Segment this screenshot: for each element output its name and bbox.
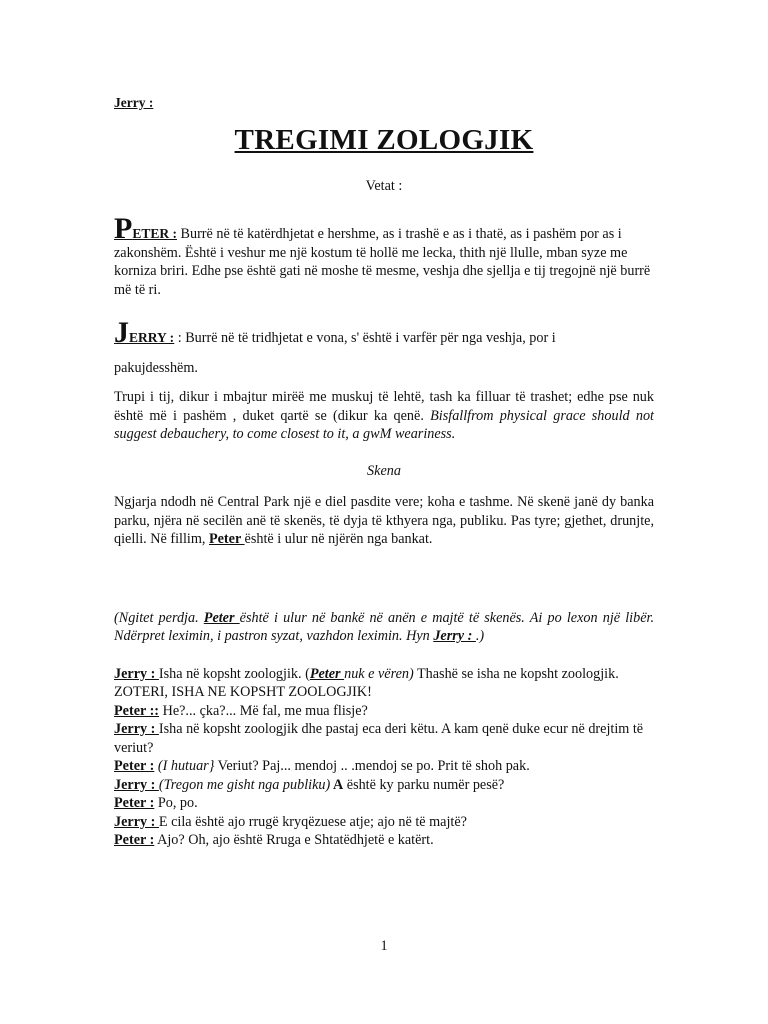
jerry-body-italic: Bisfallfrom physical grace should not suggest debauchery, to come closest to it, a gwM weariness. — [114, 407, 654, 442]
jerry-dropcap: J — [114, 316, 129, 349]
setting-text-b: është i ulur në njërën nga bankat. — [244, 531, 433, 547]
speaker-peter: Peter : — [114, 832, 155, 848]
line-stage: (Tregon me gisht nga publiku) — [158, 776, 331, 793]
line-rest: Thashë se isha ne kopsht zoologjik. — [413, 665, 619, 682]
line-text: Ajo? Oh, ajo është Rruga e Shtatëdhjetë e katërt. — [154, 832, 434, 848]
page-number: 1 — [380, 938, 388, 954]
line-text: është ky parku numër pesë? — [343, 776, 505, 793]
dialogue-line — [114, 813, 654, 832]
speaker-peter: Peter : — [114, 795, 155, 811]
speaker-jerry: Jerry : — [114, 721, 159, 737]
line-text: He?... çka?... Më fal, me mua flisje? — [159, 702, 368, 719]
line-bold: A — [330, 776, 344, 793]
dialogue-line — [114, 720, 654, 757]
speaker-jerry: Jerry : — [114, 813, 159, 830]
jerry-description — [114, 316, 654, 349]
jerry-text-1: : Burrë në të tridhjetat e vona, s' është i varfër për nga veshja, por i — [174, 330, 556, 346]
dialogue-line — [114, 757, 654, 776]
page-content — [114, 94, 654, 850]
line-stage: (I hutuar} — [154, 758, 215, 774]
dialogue-line — [114, 702, 654, 721]
setting-peter-name: Peter — [208, 531, 245, 547]
speaker-jerry: Jerry : — [114, 776, 159, 793]
speaker-peter: Peter : — [114, 758, 155, 774]
speaker-jerry: Jerry : — [114, 665, 159, 682]
setting-text-a: Ngjarja ndodh në Central Park një e diel pasdite vere; koha e tashme. Në skenë janë dy banka parku, njëra në secilën anë të skenës, të dyja të kthyera nga, publiku. Pas tyre; gjethet, drunjte, qielli. Në fillim, — [114, 494, 654, 547]
scene-heading: Skena — [367, 462, 401, 479]
dialogue-line: ZOTERI, ISHA NE KOPSHT ZOOLOGJIK! — [114, 684, 372, 700]
jerry-body — [114, 388, 654, 444]
top-speaker-label: Jerry : — [114, 95, 154, 110]
stage-direction — [114, 609, 654, 646]
line-text: Veriut? Paj... mendoj .. .mendoj se po. Prit të shoh pak. — [214, 758, 530, 774]
jerry-body-plain: Trupi i tij, dikur i mbajtur mirëë me muskuj të lehtë, tash ka filluar të trashet; edhe pse nuk është më i pashëm , duket qartë se (dikur ka qenë. — [114, 389, 654, 424]
peter-dropcap: P — [114, 212, 133, 245]
stage-text-c: .) — [475, 628, 485, 644]
dialogue-line — [114, 831, 654, 850]
peter-description — [114, 212, 654, 299]
line-text: Po, po. — [154, 795, 198, 811]
stage-jerry-name: Jerry : — [433, 628, 476, 644]
line-stage: nuk e vëren) — [344, 665, 414, 682]
speaker-peter: Peter :: — [114, 702, 160, 719]
jerry-text-2: pakujdesshëm. — [114, 359, 198, 376]
scene-setting — [114, 493, 654, 549]
stage-peter-name: Peter — [203, 609, 240, 626]
dialogue — [114, 665, 654, 850]
jerry-name: ERRY : — [129, 330, 175, 345]
dialogue-line — [114, 776, 654, 795]
line-text: Isha në kopsht zoologjik dhe pastaj eca deri këtu. A kam qenë duke ecur në drejtim të veriut? — [114, 721, 644, 756]
dialogue-line — [114, 794, 654, 813]
stage-text-a: (Ngitet perdja. — [114, 609, 204, 626]
stage-text-b: është i ulur në bankë në anën e majtë të skenës. Ai po lexon një libër. Ndërpret leximin, i pastron syzat, vazhdon leximin. Hyn — [114, 609, 654, 644]
line-text: E cila është ajo rrugë kryqëzuese atje; ajo në të majtë? — [158, 813, 467, 830]
page-title: TREGIMI ZOLOGJIK — [234, 123, 534, 156]
peter-text: Burrë në të katërdhjetat e hershme, as i trashë e as i thatë, as i pashëm por as i zakonshëm. Është i veshur me një kostum të hollë me lecka, thith një llulle, mban syze me korniza briri. Edhe pse është gati në moshe të mesme, veshja dhe sjellja e tij tregojnë një burrë më të ri. — [114, 226, 651, 298]
characters-heading: Vetat : — [365, 177, 403, 194]
inline-peter-name: Peter — [309, 665, 345, 682]
dialogue-line — [114, 665, 654, 684]
line-text: Isha në kopsht zoologjik. ( — [158, 665, 310, 682]
peter-name: ETER : — [132, 226, 177, 241]
